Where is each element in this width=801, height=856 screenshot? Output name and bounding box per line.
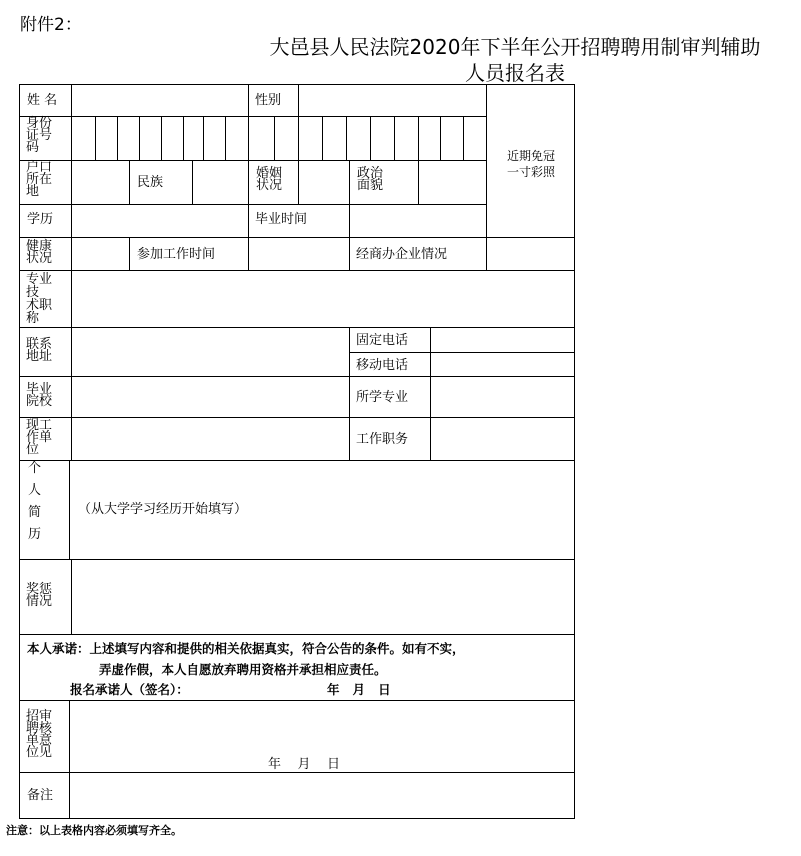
resume-field[interactable] <box>70 461 574 559</box>
resume-label: 个 人 简 历 <box>28 461 42 542</box>
name-label: 姓 名 <box>27 93 58 108</box>
hukou-label: 户口 所在 地 <box>26 160 53 199</box>
id-number-field[interactable] <box>72 117 486 160</box>
photo-placeholder[interactable]: 近期免冠 一寸彩照 <box>506 149 555 179</box>
pledge-signature-label: 报名承诺人（签名）： <box>70 682 189 697</box>
phone-mobile-field[interactable] <box>431 353 574 376</box>
political-label: 政治 面貌 <box>357 166 384 193</box>
major-field[interactable] <box>431 377 574 417</box>
reward-field[interactable] <box>72 560 574 634</box>
marital-field[interactable] <box>299 161 349 204</box>
work-unit-label: 现工 作单 位 <box>26 418 53 457</box>
ethnic-field[interactable] <box>193 161 248 204</box>
position-field[interactable] <box>431 418 574 460</box>
address-label: 联系 地址 <box>26 337 53 364</box>
school-label: 毕业 院校 <box>26 382 53 409</box>
work-start-field[interactable] <box>249 238 349 270</box>
health-field[interactable] <box>72 238 129 270</box>
remark-field[interactable] <box>70 773 574 818</box>
review-field[interactable] <box>70 701 574 772</box>
pledge-date: 年 月 日 <box>327 682 391 697</box>
resume-hint: （从大学学习经历开始填写） <box>78 502 248 517</box>
pro-title-field[interactable] <box>72 271 574 327</box>
business-field[interactable] <box>487 238 574 270</box>
gender-field[interactable] <box>299 85 486 116</box>
phone-mobile-label: 移动电话 <box>356 358 409 373</box>
remark-label: 备注 <box>27 788 54 803</box>
position-label: 工作职务 <box>356 432 409 447</box>
pledge-text-2: 弄虚作假，本人自愿放弃聘用资格并承担相应责任。 <box>99 662 387 677</box>
ethnic-label: 民族 <box>137 175 164 190</box>
review-label: 招审 聘核 单意 位见 <box>26 709 53 760</box>
political-field[interactable] <box>419 161 486 204</box>
business-label: 经商办企业情况 <box>356 247 448 262</box>
pro-title-label: 专业 技 术职 称 <box>26 272 53 326</box>
school-field[interactable] <box>72 377 349 417</box>
gender-label: 性别 <box>255 93 282 108</box>
review-date: 年 月 日 <box>268 757 341 772</box>
education-field[interactable] <box>72 205 248 237</box>
grad-time-label: 毕业时间 <box>255 212 308 227</box>
pledge-text-1: 本人承诺：上述填写内容和提供的相关依据真实，符合公告的条件。如有不实， <box>27 641 465 656</box>
marital-label: 婚姻 状况 <box>256 166 283 193</box>
hukou-field[interactable] <box>72 161 129 204</box>
attachment-label: 附件2： <box>20 15 82 35</box>
phone-fixed-field[interactable] <box>431 328 574 352</box>
phone-fixed-label: 固定电话 <box>356 333 409 348</box>
education-label: 学历 <box>27 212 54 227</box>
major-label: 所学专业 <box>356 390 409 405</box>
footer-note: 注意：以上表格内容必须填写齐全。 <box>6 824 182 837</box>
health-label: 健康 状况 <box>26 239 53 266</box>
work-unit-field[interactable] <box>72 418 349 460</box>
work-start-label: 参加工作时间 <box>137 247 216 262</box>
pledge-signature-field[interactable] <box>215 680 315 698</box>
name-field[interactable] <box>72 85 248 116</box>
address-field[interactable] <box>72 328 349 376</box>
grad-time-field[interactable] <box>350 205 486 237</box>
id-number-label: 身份 证号 码 <box>26 116 53 155</box>
reward-label: 奖惩 情况 <box>26 582 53 609</box>
title-line-2: 人员报名表 <box>465 61 565 85</box>
title-line-1: 大邑县人民法院2020年下半年公开招聘聘用制审判辅助 <box>269 35 761 59</box>
